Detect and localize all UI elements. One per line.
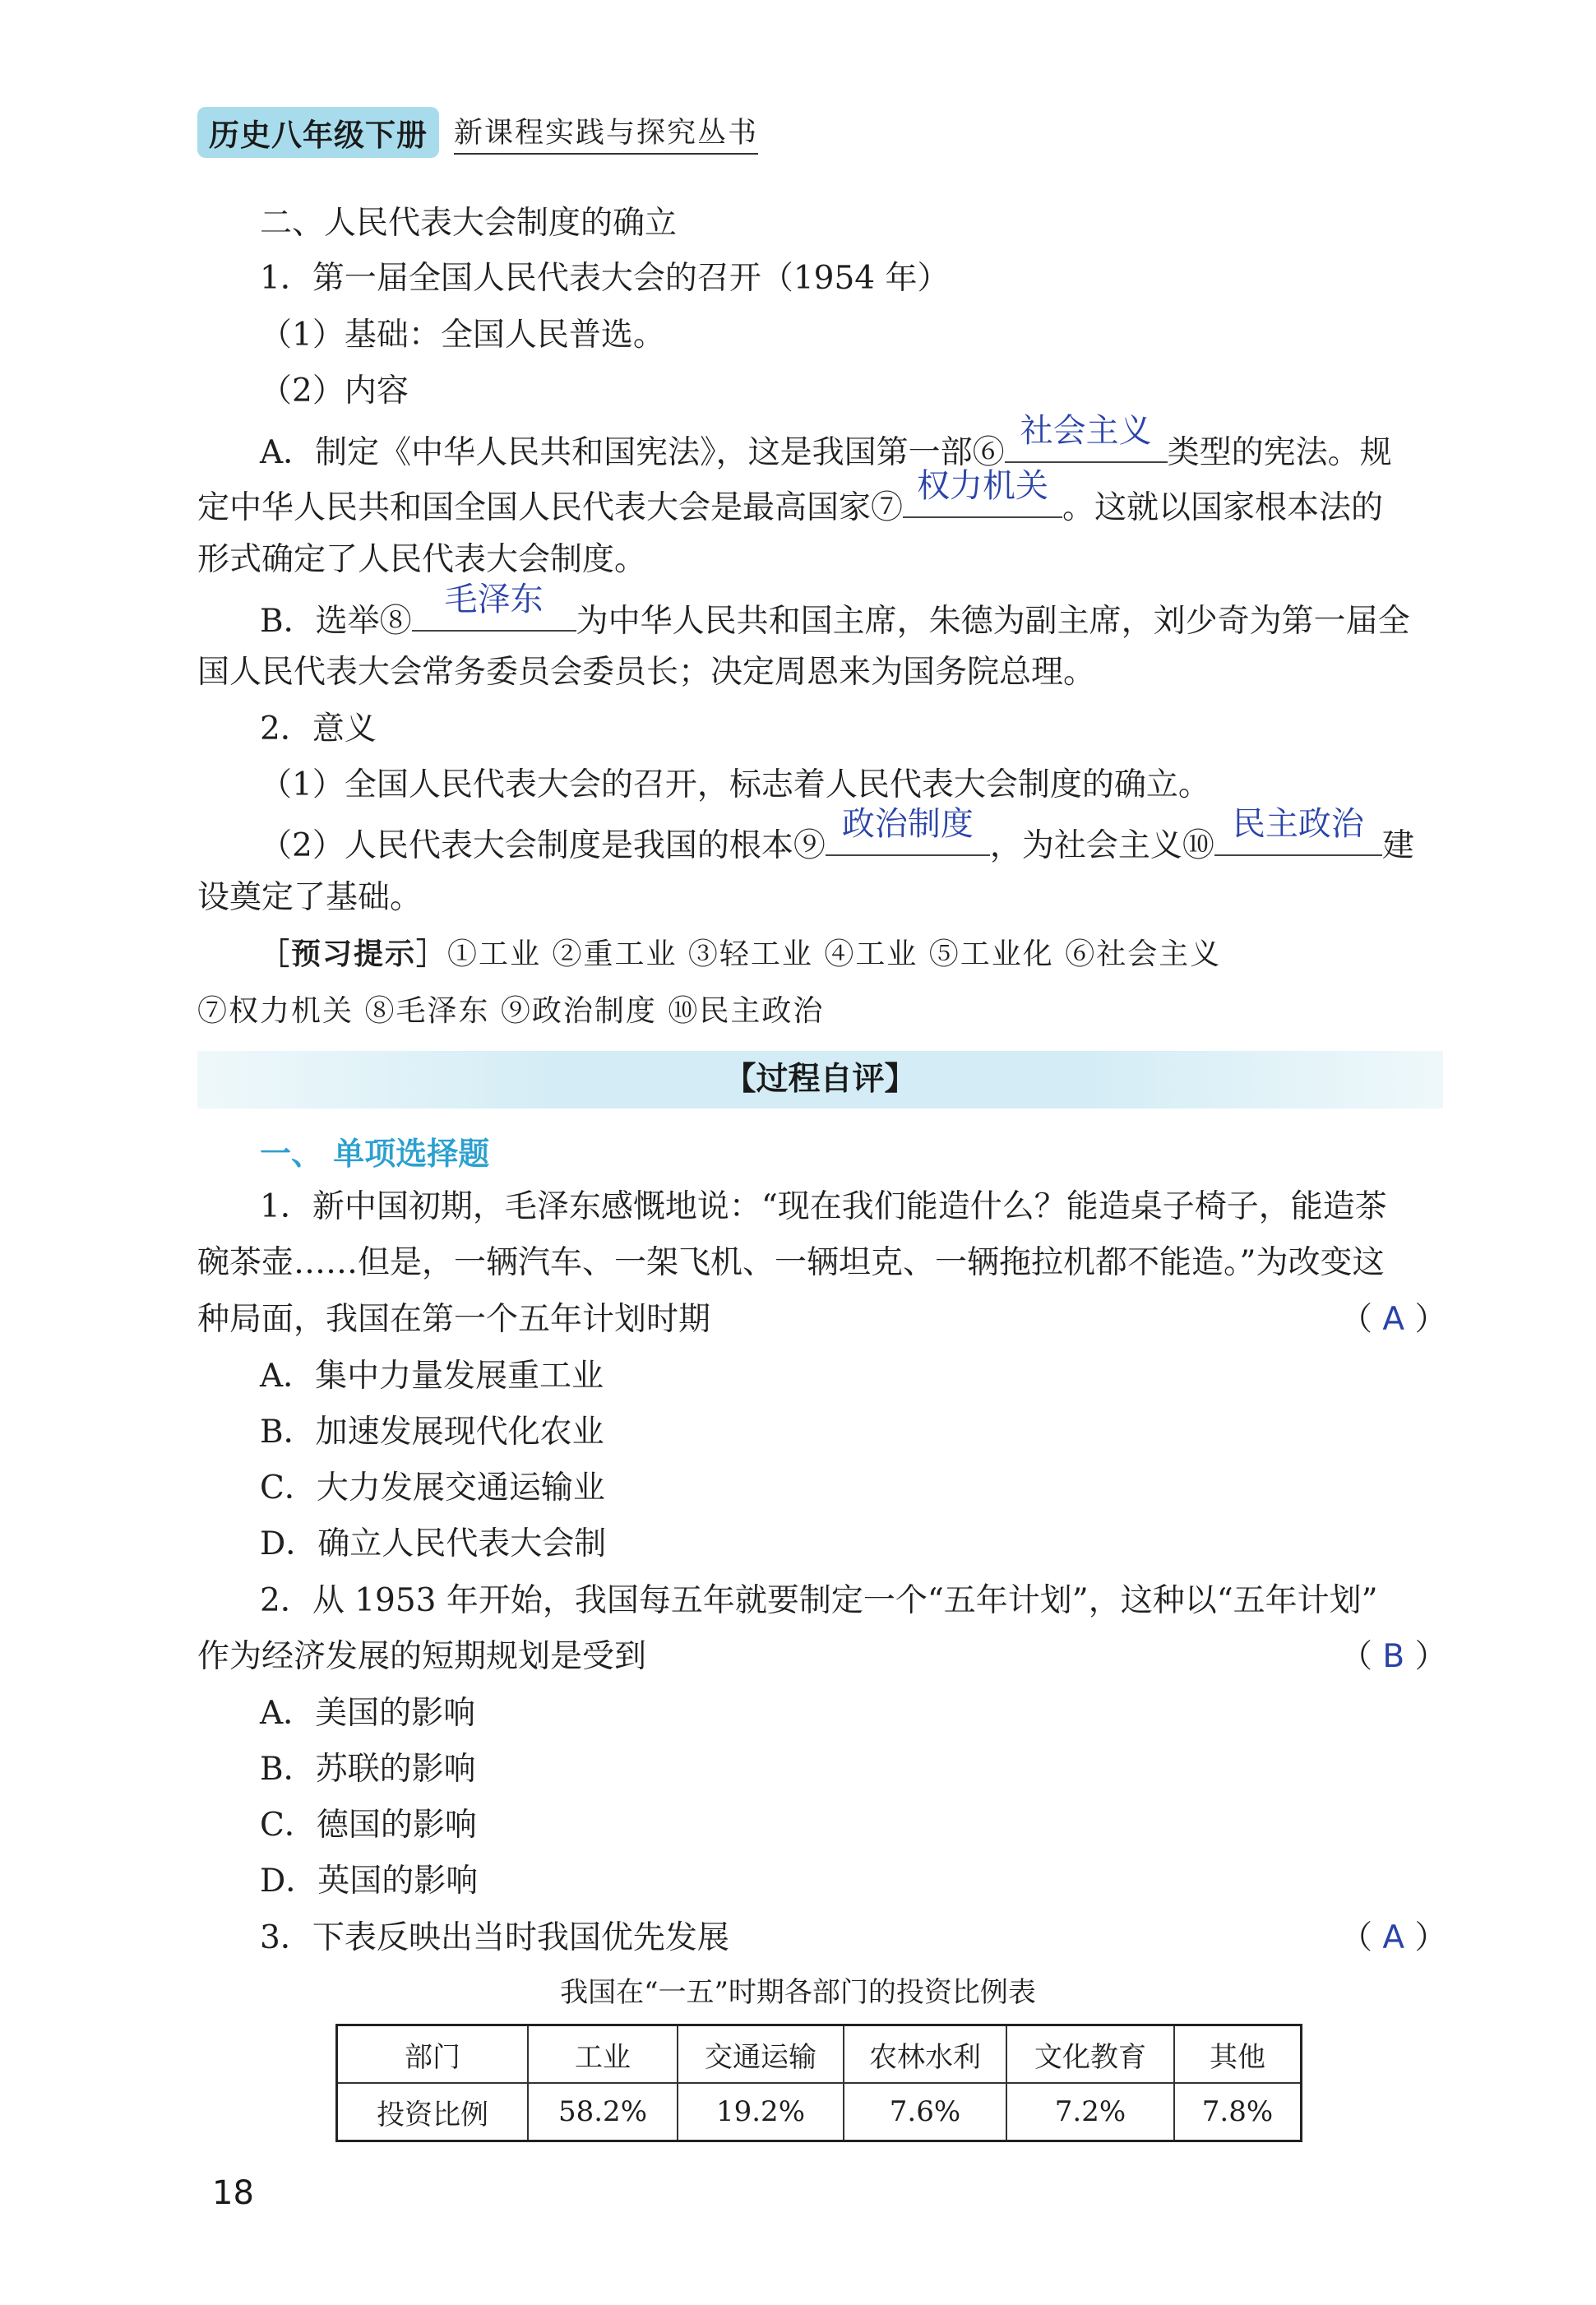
q1-option-b: B．加速发展现代化农业 bbox=[260, 1414, 604, 1451]
s2-item2-cont: 设奠定了基础。 bbox=[197, 879, 423, 916]
q1-answer: A bbox=[1382, 1301, 1405, 1338]
fill-blank-8 bbox=[412, 581, 576, 632]
preview-tip-line1 bbox=[260, 934, 1221, 975]
answer-6: 社会主义 bbox=[1020, 412, 1152, 450]
s1-item1: （1）基础：全国人民普选。 bbox=[260, 317, 665, 354]
fill-blank-10 bbox=[1214, 805, 1382, 856]
page-header bbox=[197, 109, 758, 156]
book-title-badge: 历史八年级下册 bbox=[197, 107, 439, 158]
q1-stem-line2: 碗茶壶……但是，一辆汽车、一架飞机、一辆坦克、一辆拖拉机都不能造。”为改变这 bbox=[197, 1244, 1385, 1281]
text: 定中华人民共和国全国人民代表大会是最高国家⑦ bbox=[197, 489, 904, 526]
table-cell: 7.2% bbox=[1006, 2083, 1174, 2141]
item-b-line2: 国人民代表大会常务委员会委员长；决定周恩来为国务院总理。 bbox=[197, 654, 1096, 691]
text: 类型的宪法。规 bbox=[1167, 434, 1392, 471]
table-cell: 19.2% bbox=[678, 2083, 844, 2141]
q2-option-d: D．英国的影响 bbox=[260, 1863, 479, 1900]
q3-answer: A bbox=[1382, 1919, 1405, 1956]
item-a-line3: 形式确定了人民代表大会制度。 bbox=[197, 541, 647, 578]
fill-blank-7 bbox=[903, 467, 1062, 518]
text: 。这就以国家根本法的 bbox=[1062, 489, 1384, 526]
table-cell: 7.8% bbox=[1174, 2083, 1302, 2141]
section-band-title: 【过程自评】 bbox=[197, 1051, 1443, 1109]
answer-9: 政治制度 bbox=[841, 805, 974, 843]
q2-answer: B bbox=[1382, 1638, 1405, 1675]
table-title: 我国在“一五”时期各部门的投资比例表 bbox=[560, 1976, 1036, 2009]
s1-title: 1．第一届全国人民代表大会的召开（1954 年） bbox=[260, 260, 950, 297]
table-row bbox=[337, 2083, 1302, 2141]
single-choice-heading: 一、 单项选择题 bbox=[260, 1136, 490, 1172]
s1-item2: （2）内容 bbox=[260, 373, 409, 410]
part2-heading: 二、人民代表大会制度的确立 bbox=[260, 205, 678, 242]
preview-tip-label: ［预习提示］ bbox=[260, 937, 448, 971]
answer-7: 权力机关 bbox=[917, 467, 1049, 505]
s2-item2 bbox=[260, 805, 1414, 867]
table-header-cell: 工业 bbox=[528, 2025, 678, 2084]
text: 建 bbox=[1381, 827, 1414, 864]
item-b-line1 bbox=[260, 581, 1410, 642]
q1-option-c: C．大力发展交通运输业 bbox=[260, 1470, 605, 1507]
text: B．选举⑧ bbox=[260, 603, 412, 640]
page-number: 18 bbox=[212, 2174, 254, 2212]
table-cell: 7.6% bbox=[844, 2083, 1006, 2141]
q2-stem-line2: 作为经济发展的短期规划是受到 bbox=[197, 1638, 647, 1675]
q1-option-a: A．集中力量发展重工业 bbox=[260, 1358, 604, 1395]
q1-stem-line1: 1．新中国初期，毛泽东感慨地说：“现在我们能造什么？能造桌子椅子，能造茶 bbox=[260, 1188, 1387, 1225]
text: 为中华人民共和国主席，朱德为副主席，刘少奇为第一届全 bbox=[576, 603, 1410, 640]
table-cell: 投资比例 bbox=[337, 2083, 529, 2141]
table-header-cell: 交通运输 bbox=[678, 2025, 844, 2084]
q2-option-a: A．美国的影响 bbox=[260, 1695, 476, 1732]
q2-option-b: B．苏联的影响 bbox=[260, 1751, 476, 1788]
text: A．制定《中华人民共和国宪法》，这是我国第一部⑥ bbox=[260, 434, 1005, 471]
q1-answer-paren: （ A ） bbox=[1340, 1301, 1447, 1338]
text: ，为社会主义⑩ bbox=[989, 827, 1214, 864]
s2-item1: （1）全国人民代表大会的召开，标志着人民代表大会制度的确立。 bbox=[260, 766, 1210, 803]
table-header-row bbox=[337, 2025, 1302, 2084]
answer-8: 毛泽东 bbox=[444, 581, 544, 618]
investment-table bbox=[335, 2024, 1302, 2142]
preview-tip-answers: ①工业 ②重工业 ③轻工业 ④工业 ⑤工业化 ⑥社会主义 bbox=[447, 937, 1222, 971]
q2-answer-paren: （ B ） bbox=[1340, 1638, 1447, 1675]
q1-stem-line3: 种局面，我国在第一个五年计划时期 bbox=[197, 1301, 711, 1338]
table-header-cell: 其他 bbox=[1174, 2025, 1302, 2084]
q3-answer-paren: （ A ） bbox=[1340, 1919, 1447, 1956]
table-header-cell: 文化教育 bbox=[1006, 2025, 1174, 2084]
item-a-line2 bbox=[197, 467, 1384, 529]
q2-option-c: C．德国的影响 bbox=[260, 1807, 477, 1844]
table-cell: 58.2% bbox=[528, 2083, 678, 2141]
fill-blank-9 bbox=[826, 805, 990, 856]
series-title: 新课程实践与探究丛书 bbox=[454, 110, 758, 155]
preview-tip-line2: ⑦权力机关 ⑧毛泽东 ⑨政治制度 ⑩民主政治 bbox=[197, 994, 825, 1028]
fill-blank-6 bbox=[1005, 412, 1168, 463]
q2-stem-line1: 2．从 1953 年开始，我国每五年就要制定一个“五年计划”，这种以“五年计划” bbox=[260, 1582, 1378, 1619]
item-a-line1 bbox=[260, 412, 1392, 474]
s2-title: 2．意义 bbox=[260, 710, 377, 748]
answer-10: 民主政治 bbox=[1232, 805, 1364, 843]
table-header-cell: 农林水利 bbox=[844, 2025, 1006, 2084]
q3-stem: 3．下表反映出当时我国优先发展 bbox=[260, 1919, 729, 1956]
text: （2）人民代表大会制度是我国的根本⑨ bbox=[260, 827, 826, 864]
q1-option-d: D．确立人民代表大会制 bbox=[260, 1525, 607, 1562]
table-header-cell: 部门 bbox=[337, 2025, 529, 2084]
